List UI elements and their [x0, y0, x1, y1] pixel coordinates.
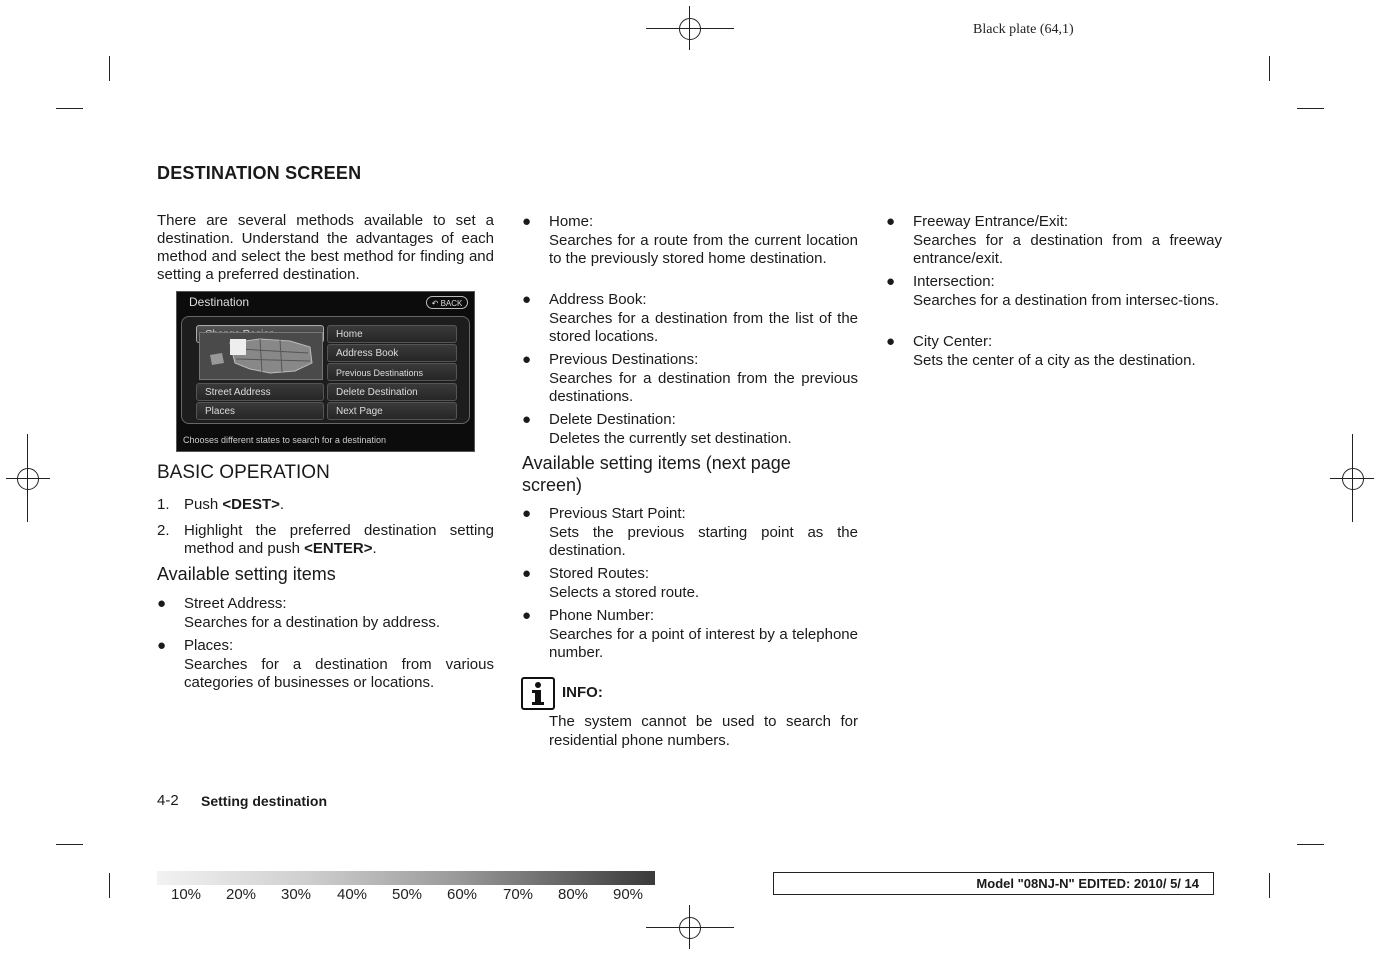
item-name: City Center: [913, 333, 993, 350]
screen-btn-address-book: Address Book [327, 344, 457, 362]
step-2 [157, 522, 494, 562]
list-item [157, 595, 494, 635]
percent-label: 10% [171, 886, 202, 903]
screen-back-label: BACK [440, 299, 463, 308]
item-desc: Searches for a route from the current location to the previously stored home destination. [549, 231, 858, 267]
section-title: DESTINATION SCREEN [157, 163, 362, 183]
item-desc: Selects a stored route. [549, 583, 700, 601]
item-desc: Sets the previous starting point as the destination. [549, 523, 858, 559]
item-name: Delete Destination: [549, 411, 676, 428]
list-item [522, 411, 858, 451]
item-name: Home: [549, 213, 594, 230]
step-text: Highlight the preferred destination setting method and push [184, 522, 494, 557]
item-desc: Searches for a destination by address. [184, 613, 440, 631]
bullet-icon: ● [157, 637, 167, 654]
next-page-heading: Available setting items (next page screen) [522, 453, 791, 495]
bullet-icon: ● [522, 505, 532, 522]
bullet-icon: ● [157, 595, 167, 612]
bullet-icon: ● [886, 333, 896, 350]
bullet-icon: ● [522, 351, 532, 368]
page-number: 4-2 [157, 792, 179, 809]
step-1 [157, 496, 494, 516]
list-item [886, 333, 1222, 373]
density-gradient-bar [157, 871, 655, 885]
info-label: INFO: [562, 684, 603, 701]
percent-label: 40% [337, 886, 368, 903]
intro-paragraph: There are several methods available to set a destination. Understand the advantages of each method and select the best method for finding and setting a preferred destination. [157, 212, 494, 283]
item-name: Intersection: [913, 273, 995, 290]
percent-label: 20% [226, 886, 257, 903]
item-desc: Searches for a destination from various categories of businesses or locations. [184, 655, 494, 691]
enter-key: <ENTER> [304, 540, 373, 557]
bullet-icon: ● [522, 411, 532, 428]
item-name: Stored Routes: [549, 565, 650, 582]
back-arrow-icon: ↶ [431, 299, 439, 308]
step-text-end: . [372, 540, 377, 557]
list-item [522, 213, 858, 289]
screen-btn-street-address: Street Address [196, 383, 324, 401]
step-text-end: . [279, 496, 285, 513]
screen-btn-previous-destinations: Previous Destinations [327, 363, 457, 381]
item-name: Places: [184, 637, 234, 654]
list-item [886, 213, 1222, 271]
item-name: Phone Number: [549, 607, 655, 624]
available-items-heading: Available setting items [157, 564, 336, 584]
bullet-icon: ● [522, 565, 532, 582]
list-item [522, 351, 858, 409]
info-text: The system cannot be used to search for residential phone numbers. [549, 713, 858, 749]
item-desc: Sets the center of a city as the destination. [913, 351, 1196, 369]
item-desc: Searches for a destination from the previous destinations. [549, 369, 858, 405]
model-edited-bar: Model "08NJ-N" EDITED: 2010/ 5/ 14 [773, 872, 1214, 895]
screen-status-text: Chooses different states to search for a destination [183, 435, 386, 445]
basic-operation-heading: BASIC OPERATION [157, 462, 330, 483]
item-desc: Searches for a destination from intersec-tions. [913, 291, 1219, 309]
percent-label: 70% [503, 886, 534, 903]
bullet-icon: ● [522, 607, 532, 624]
list-item [157, 637, 494, 697]
item-desc: Searches for a destination from the list of the stored locations. [549, 309, 858, 345]
list-item [522, 505, 858, 563]
screen-title: Destination [189, 295, 250, 309]
map-icon [199, 332, 323, 380]
item-desc: Searches for a point of interest by a telephone number. [549, 625, 858, 661]
item-desc: Deletes the currently set destination. [549, 429, 792, 447]
item-name: Freeway Entrance/Exit: [913, 213, 1069, 230]
step-number: 2. [157, 522, 170, 539]
plate-label: Black plate (64,1) [973, 22, 1074, 37]
footer-section: Setting destination [201, 793, 327, 809]
item-name: Street Address: [184, 595, 287, 612]
percent-label: 50% [392, 886, 423, 903]
step-number: 1. [157, 496, 170, 513]
item-name: Previous Destinations: [549, 351, 699, 368]
item-name: Address Book: [549, 291, 647, 308]
list-item [522, 607, 858, 665]
list-item [522, 291, 858, 349]
step-text: Push [184, 496, 223, 513]
destination-screen-image [176, 291, 475, 452]
screen-btn-next-page: Next Page [327, 402, 457, 420]
screen-back-button [426, 296, 468, 309]
bullet-icon: ● [522, 291, 532, 308]
screen-btn-delete-destination: Delete Destination [327, 383, 457, 401]
screen-btn-home: Home [327, 325, 457, 343]
info-icon [521, 677, 555, 710]
percent-label: 90% [613, 886, 644, 903]
item-desc: Searches for a destination from a freeway entrance/exit. [913, 231, 1222, 267]
item-name: Previous Start Point: [549, 505, 686, 522]
bullet-icon: ● [886, 213, 896, 230]
dest-key: <DEST> [222, 496, 280, 513]
screen-btn-places: Places [196, 402, 324, 420]
percent-label: 30% [281, 886, 312, 903]
percent-label: 80% [558, 886, 589, 903]
list-item [886, 273, 1222, 331]
bullet-icon: ● [886, 273, 896, 290]
list-item [522, 565, 858, 605]
bullet-icon: ● [522, 213, 532, 230]
percent-label: 60% [447, 886, 478, 903]
